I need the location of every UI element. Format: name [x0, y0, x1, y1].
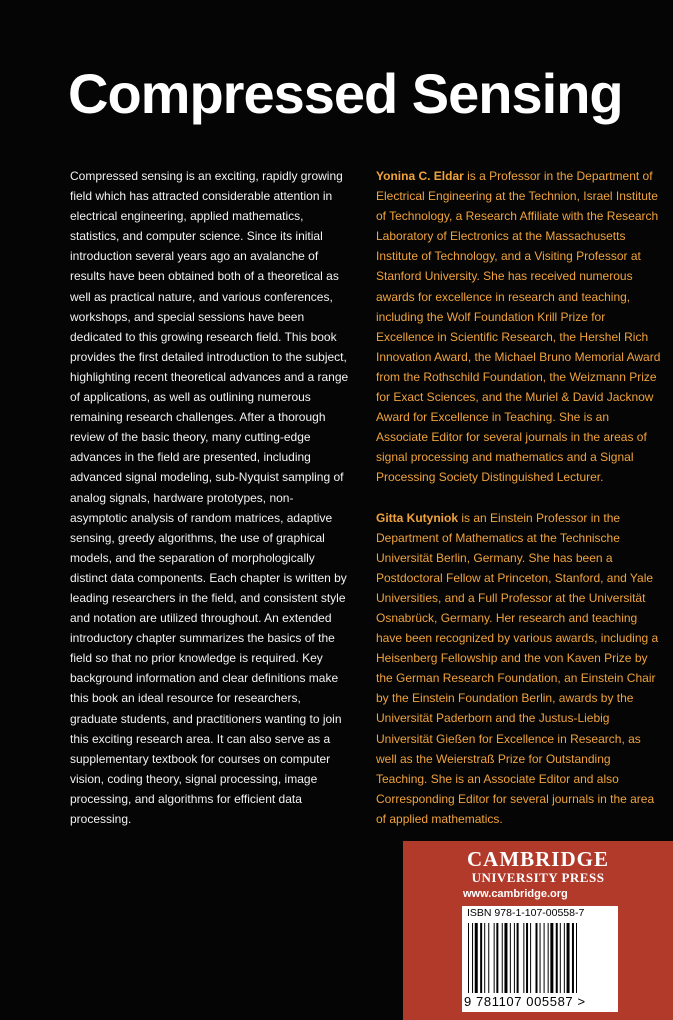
barcode-digits: 9 781107 005587 > — [464, 994, 586, 1009]
isbn-label: ISBN 978-1-107-00558-7 — [467, 907, 585, 919]
publisher-block — [403, 841, 673, 1020]
author-name: Gitta Kutyniok — [376, 510, 459, 525]
publisher-subtitle: UNIVERSITY PRESS — [471, 870, 605, 885]
author-bio-kutyniok — [376, 508, 661, 830]
author-name: Yonina C. Eldar — [376, 169, 464, 183]
publisher-url[interactable]: www.cambridge.org — [463, 888, 568, 900]
publisher-logo: CAMBRIDGE — [466, 847, 609, 871]
barcode — [462, 906, 618, 1012]
author-bios — [376, 166, 661, 849]
author-bio-eldar — [376, 166, 661, 488]
barcode-bars — [468, 923, 612, 993]
book-title: Compressed Sensing — [68, 62, 623, 125]
author-bio-text: is a Professor in the Department of Electrical Engineering at the Technion, Israel Institute of Technology, a Research Affiliate with the Research Laboratory of Electronics at the Massachusetts Institute of Technology, and a Visiting Professor at Stanford University. She has received numerous awards for excellence in research and teaching, including the Wolf Foundation Krill Prize for Excellence in Scientific Research, the Hershel Rich Innovation Award, the Michael Bruno Memorial Award from the Rothschild Foundation, the Weizmann Prize for Exact Sciences, and the Muriel & David Jacknow Award for Excellence in Teaching. She is an Associate Editor for several journals in the areas of signal processing and mathematics and a Signal Processing Society Distinguished Lecturer. — [376, 169, 661, 485]
book-description: Compressed sensing is an exciting, rapidly growing field which has attracted considerable attention in electrical engineering, applied mathematics, statistics, and computer science. Since its initial introduction several years ago an avalanche of results have been obtained both of a theoretical as well as practical nature, and various conferences, workshops, and special sessions have been dedicated to this growing research field. This book provides the first detailed introduction to the subject, highlighting recent theoretical advances and a range of applications, as well as outlining numerous remaining research challenges. After a thorough review of the basic theory, many cutting-edge advances in the field are presented, including advanced signal modeling, sub-Nyquist sampling of analog signals, hardware prototypes, non-asymptotic analysis of random matrices, adaptive sensing, greedy algorithms, the use of graphical models, and the separation of morphologically distinct data components. Each chapter is written by leading researchers in the field, and consistent style and notation are utilized throughout. An extended introductory chapter summarizes the basics of the field so that no prior knowledge is required. Key background information and clear definitions make this book an ideal resource for researchers, graduate students, and practitioners wanting to join this exciting research area. It can also serve as a supplementary textbook for courses on computer vision, coding theory, signal processing, image processing, and algorithms for efficient data processing. — [70, 169, 349, 826]
author-bio-text: is an Einstein Professor in the Department of Mathematics at the Technische Universität Berlin, Germany. She has been a Postdoctoral Fellow at Princeton, Stanford, and Yale Universities, and a Full Professor at the Universität Osnabrück, Germany. Her research and teaching have been recognized by various awards, including a Heisenberg Fellowship and the von Kaven Prize by the German Research Foundation, an Einstein Chair by the Einstein Foundation Berlin, awards by the Universität Paderborn and the Justus-Liebig Universität Gießen for Excellence in Research, as well as the Weierstraß Prize for Outstanding Teaching. She is an Associate Editor and also Corresponding Editor for several journals in the area of applied mathematics. — [376, 510, 659, 826]
